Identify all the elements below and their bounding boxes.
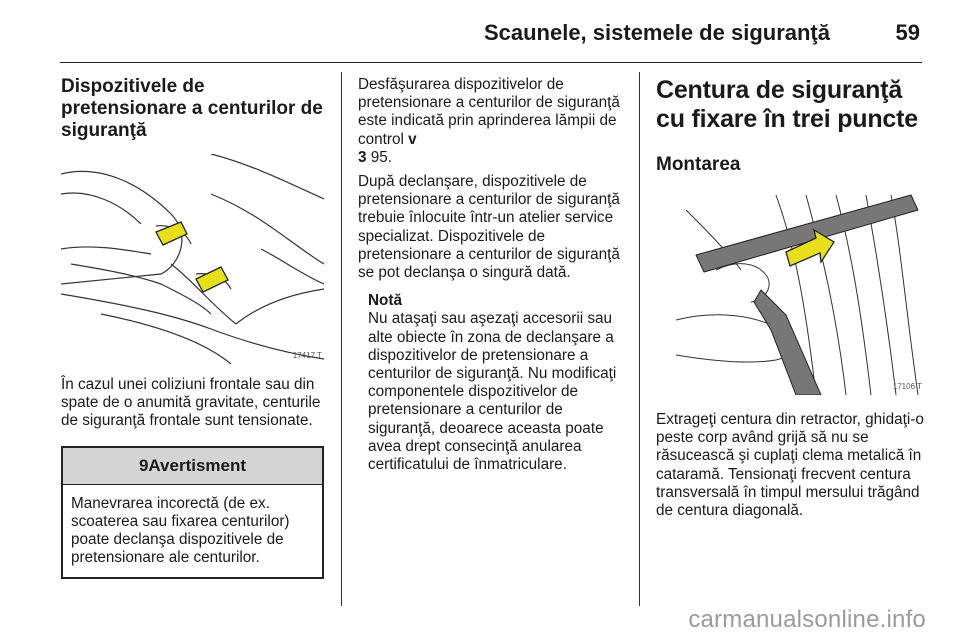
deployment-text: Desfăşurarea dispozitivelor de pretensionare a centurilor de siguranţă este indicată prin aprinderea lămpii de control [358,76,620,148]
column-divider-1 [341,72,342,606]
figure-code: 17417 T [292,351,322,360]
page-title: Scaunele, sistemele de siguranţă [483,20,830,45]
warning-title: Avertisment [148,455,247,475]
page-reference: 95. [370,148,393,166]
note-text: Nu ataşaţi sau aşezaţi accesorii sau alte obiecte în zona de declanşare a dispozitivelor de pretensionare a centurilor de siguranţă. Nu modificaţi componentele dispozitivelor de pretensionare a centurilor de siguranţă, deoarece aceasta poate avea drept consecinţă anularea certificatului de înmatriculare. [368,310,617,474]
page-reference-icon: 3 [358,148,367,166]
warning-box [61,446,324,580]
column-2 [358,76,624,474]
airbag-control-lamp-icon: v [408,130,417,148]
seat-buckles-illustration [61,154,324,364]
column-divider-2 [639,72,640,606]
figure-seat-buckles [61,154,324,364]
belt-fastening-illustration [656,190,924,395]
pretensioner-paragraph: În cazul unei coliziuni frontale sau din spate de o anumită gravitate, centurile de siguranţă frontale sunt tensionate. [61,376,321,430]
subheading-fitting: Montarea [656,154,741,175]
note-block [358,292,624,474]
after-deployment-paragraph: După declanşare, dispozitivele de pretensionare a centurilor de siguranţă trebuie înlocuite într-un atelier service specializat. Dispozitivele de pretensionare a centurilor de siguranţă se pot declanşa o singură dată. [358,173,620,282]
warning-text: Manevrarea incorectă (de ex. scoaterea sau fixarea centurilor) poate declanşa dispozitivele de pretensionare ale centurilor. [71,494,290,567]
column-1 [61,76,324,579]
watermark: carmanualsonline.info [688,606,926,633]
note-title: Notă [368,292,402,310]
column-3 [656,76,924,520]
warning-body [63,485,322,578]
deployment-paragraph [358,76,624,167]
warning-icon: 9 [138,455,149,475]
figure-belt-fastening [656,190,924,395]
fitting-paragraph: Extrageţi centura din retractor, ghidaţi-o peste corp având grijă să nu se răsucească şi cuplaţi clema metalică în cataramă. Tensionaţi frecvent centura transversală în timpul mersului trăgând de centura diagonală. [656,411,924,520]
page-number: 59 [895,20,920,45]
warning-header [63,448,322,485]
section-heading-pretensioners: Dispozitivele de pretensionare a centurilor de siguranţă [61,76,323,141]
page-header [60,0,922,63]
figure-code: 17106 T [892,382,922,391]
section-heading-three-point-belt: Centura de siguranţă cu fixare în trei puncte [656,76,918,133]
